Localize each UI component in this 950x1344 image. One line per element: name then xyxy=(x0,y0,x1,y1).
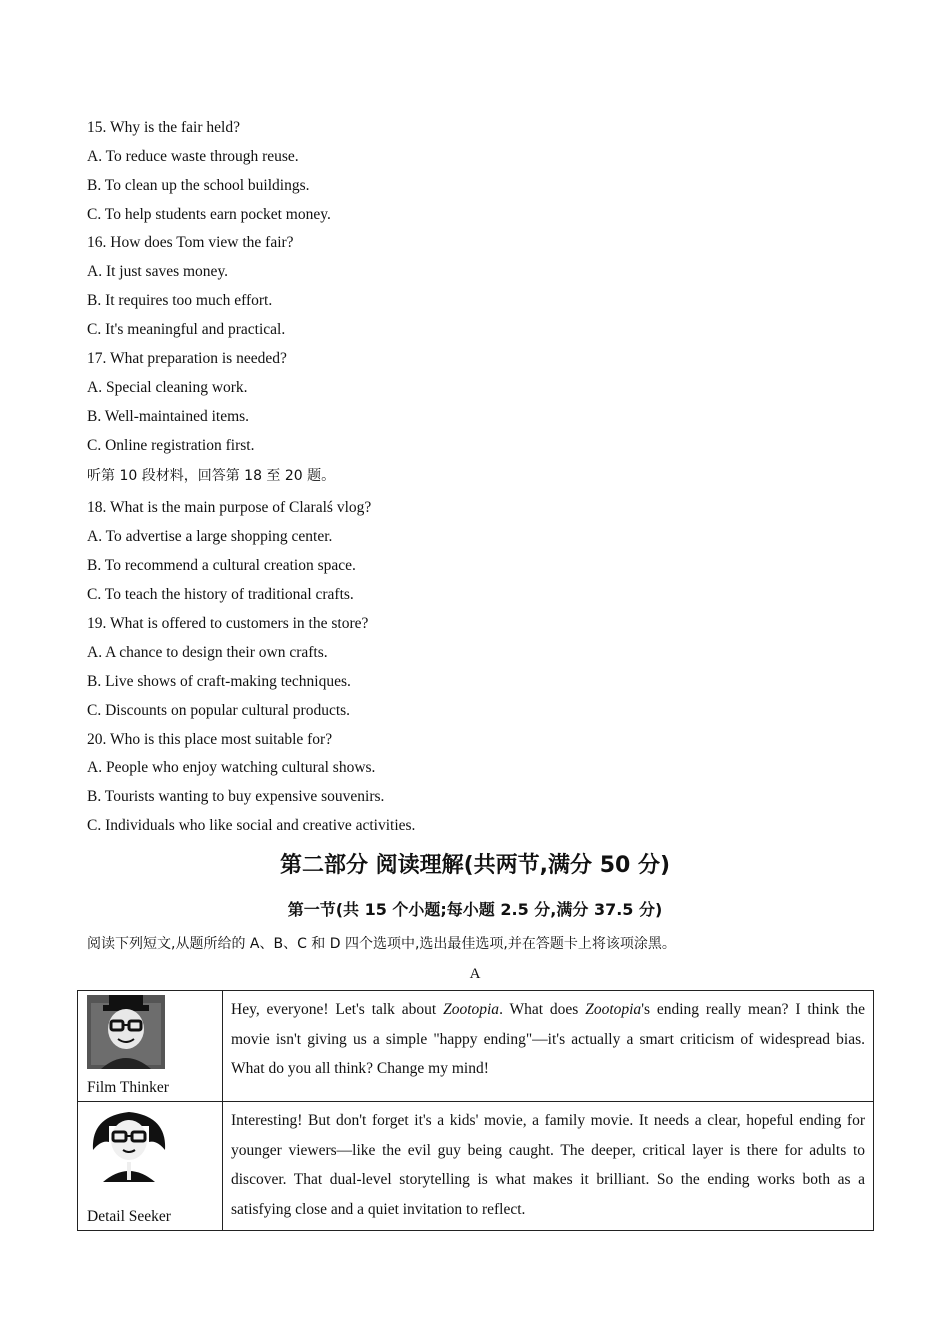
username-detail-seeker: Detail Seeker xyxy=(87,1208,171,1225)
option-19c: C. Discounts on popular cultural products. xyxy=(87,702,351,719)
user-cell xyxy=(78,1102,223,1231)
option-19a: A. A chance to design their own crafts. xyxy=(87,644,328,661)
user-cell xyxy=(78,991,223,1102)
reading-instruction: 阅读下列短文,从题所给的 A、B、C 和 D 四个选项中,选出最佳选项,并在答题卡上将该项涂黑。 xyxy=(87,936,676,952)
option-18a: A. To advertise a large shopping center. xyxy=(87,528,333,545)
forum-row xyxy=(78,991,874,1102)
option-17c: C. Online registration first. xyxy=(87,437,255,454)
question-18: 18. What is the main purpose of Claralś vlog? xyxy=(87,499,372,516)
username-film-thinker: Film Thinker xyxy=(87,1079,169,1096)
option-15a: A. To reduce waste through reuse. xyxy=(87,148,299,165)
post-detail-seeker xyxy=(223,1102,874,1231)
post-title-italic: Zootopia xyxy=(443,1001,500,1018)
option-17b: B. Well-maintained items. xyxy=(87,408,250,425)
post-text: Interesting! But don't forget it's a kids' movie, a family movie. It needs a clear, hopeful ending for younger viewers—like the evil guy being caught. The deeper, critical layer is there for adults to discover. That dual-level storytelling is what makes it brilliant. So the ending works both as a satisfying close and a quiet invitation to reflect. xyxy=(231,1112,865,1218)
option-15b: B. To clean up the school buildings. xyxy=(87,177,310,194)
option-18b: B. To recommend a cultural creation space. xyxy=(87,557,356,574)
post-text: 's ending really mean? I think the movie isn't giving us a simple "happy ending"—it's actually a smart criticism of widespread bias. What do you all think? Change my mind! xyxy=(231,1001,866,1077)
post-film-thinker xyxy=(223,991,874,1102)
forum-table xyxy=(77,990,874,1231)
option-18c: C. To teach the history of traditional crafts. xyxy=(87,586,354,603)
question-19: 19. What is offered to customers in the store? xyxy=(87,615,369,632)
option-15c: C. To help students earn pocket money. xyxy=(87,206,331,223)
option-16a: A. It just saves money. xyxy=(87,263,229,280)
option-20b: B. Tourists wanting to buy expensive souvenirs. xyxy=(87,788,385,805)
question-20: 20. Who is this place most suitable for? xyxy=(87,731,333,748)
post-text: Hey, everyone! Let's talk about xyxy=(231,1001,444,1018)
detail-seeker-avatar-icon xyxy=(87,1106,171,1187)
option-16c: C. It's meaningful and practical. xyxy=(87,321,286,338)
forum-row xyxy=(78,1102,874,1231)
post-text: . What does xyxy=(499,1001,586,1018)
option-16b: B. It requires too much effort. xyxy=(87,292,273,309)
listening-instruction: 听第 10 段材料，回答第 18 至 20 题。 xyxy=(87,468,336,484)
option-19b: B. Live shows of craft-making techniques. xyxy=(87,673,351,690)
question-17: 17. What preparation is needed? xyxy=(87,350,287,367)
option-20a: A. People who enjoy watching cultural shows. xyxy=(87,759,376,776)
option-17a: A. Special cleaning work. xyxy=(87,379,248,396)
section1-title: 第一节(共 15 个小题;每小题 2.5 分,满分 37.5 分) xyxy=(287,900,663,919)
post-title-italic: Zootopia xyxy=(585,1001,642,1018)
film-thinker-avatar-icon xyxy=(87,995,165,1074)
question-15: 15. Why is the fair held? xyxy=(87,119,240,136)
option-20c: C. Individuals who like social and creative activities. xyxy=(87,817,416,834)
part2-title: 第二部分 阅读理解(共两节,满分 50 分) xyxy=(279,853,671,878)
question-16: 16. How does Tom view the fair? xyxy=(87,234,294,251)
passage-letter: A xyxy=(469,966,481,982)
